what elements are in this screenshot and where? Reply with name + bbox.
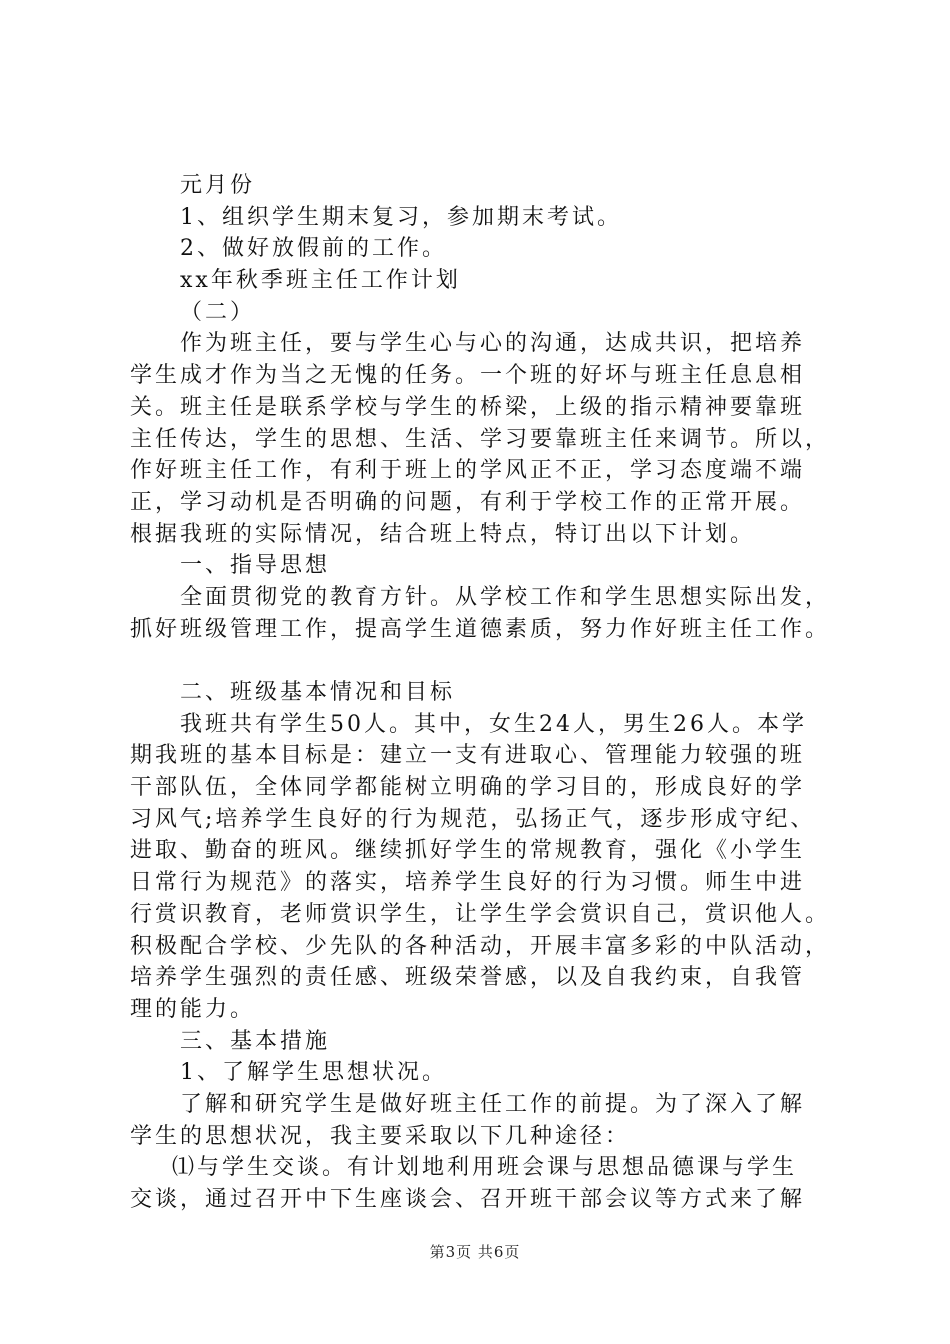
- section-subtitle: （二）: [180, 299, 256, 325]
- paragraph-line: 作好班主任工作，有利于班上的学风正不正，学习态度端不端: [130, 458, 806, 484]
- paragraph-line: 进取、勤奋的班风。继续抓好学生的常规教育，强化《小学生: [130, 838, 806, 864]
- paragraph-line: 正，学习动机是否明确的问题，有利于学校工作的正常开展。: [130, 489, 806, 515]
- paragraph-line: 习风气;培养学生良好的行为规范，弘扬正气，逐步形成守纪、: [130, 806, 816, 832]
- paragraph-line: 学生成才作为当之无愧的任务。一个班的好坏与班主任息息相: [130, 363, 806, 389]
- heading-class-situation: 二、班级基本情况和目标: [180, 680, 456, 705]
- heading-measures: 三、基本措施: [180, 1028, 331, 1054]
- paragraph-line: 积极配合学校、少先队的各种活动，开展丰富多彩的中队活动，: [130, 933, 831, 959]
- paragraph-line: 元月份: [180, 173, 256, 198]
- paragraph-line: 干部队伍，全体同学都能树立明确的学习目的，形成良好的学: [130, 775, 806, 801]
- heading-guiding-thought: 一、指导思想: [180, 553, 331, 579]
- paragraph-line: 根据我班的实际情况，结合班上特点，特订出以下计划。: [130, 521, 756, 547]
- paragraph-line: 行赏识教育，老师赏识学生，让学生学会赏识自己，赏识他人。: [130, 901, 831, 927]
- paragraph-line: 培养学生强烈的责任感、班级荣誉感，以及自我约束，自我管: [130, 965, 806, 991]
- paragraph-line: 我班共有学生50人。其中，女生24人，男生26人。本学: [180, 711, 807, 737]
- paragraph-line: 关。班主任是联系学校与学生的桥梁，上级的指示精神要靠班: [130, 394, 806, 420]
- paragraph-line: 作为班主任，要与学生心与心的沟通，达成共识，把培养: [180, 331, 806, 357]
- paragraph-line: 期我班的基本目标是：建立一支有进取心、管理能力较强的班: [130, 743, 806, 769]
- paragraph-line: 理的能力。: [130, 996, 256, 1022]
- paragraph-line: ⑴与学生交谈。有计划地利用班会课与思想品德课与学生: [172, 1155, 798, 1181]
- paragraph-line: 日常行为规范》的落实，培养学生良好的行为习惯。师生中进: [130, 870, 806, 896]
- paragraph-line: 抓好班级管理工作，提高学生道德素质，努力作好班主任工作。: [130, 616, 831, 642]
- paragraph-line: 1、了解学生思想状况。: [180, 1060, 447, 1086]
- paragraph-line: 主任传达，学生的思想、生活、学习要靠班主任来调节。所以，: [130, 426, 831, 452]
- section-title: xx年秋季班主任工作计划: [180, 268, 461, 294]
- document-body: [130, 170, 850, 1216]
- paragraph-line: 全面贯彻党的教育方针。从学校工作和学生思想实际出发，: [180, 584, 831, 610]
- paragraph-line: 2、做好放假前的工作。: [180, 236, 447, 262]
- paragraph-line: 1、组织学生期末复习，参加期末考试。: [180, 204, 622, 230]
- page-footer: [0, 1241, 950, 1262]
- page-number-label: 第3页 共6页: [429, 1243, 521, 1261]
- paragraph-line: 学生的思想状况，我主要采取以下几种途径：: [130, 1123, 631, 1149]
- blank-line: [130, 645, 850, 677]
- paragraph-line: 了解和研究学生是做好班主任工作的前提。为了深入了解: [180, 1091, 806, 1117]
- paragraph-line: 交谈，通过召开中下生座谈会、召开班干部会议等方式来了解: [130, 1187, 806, 1212]
